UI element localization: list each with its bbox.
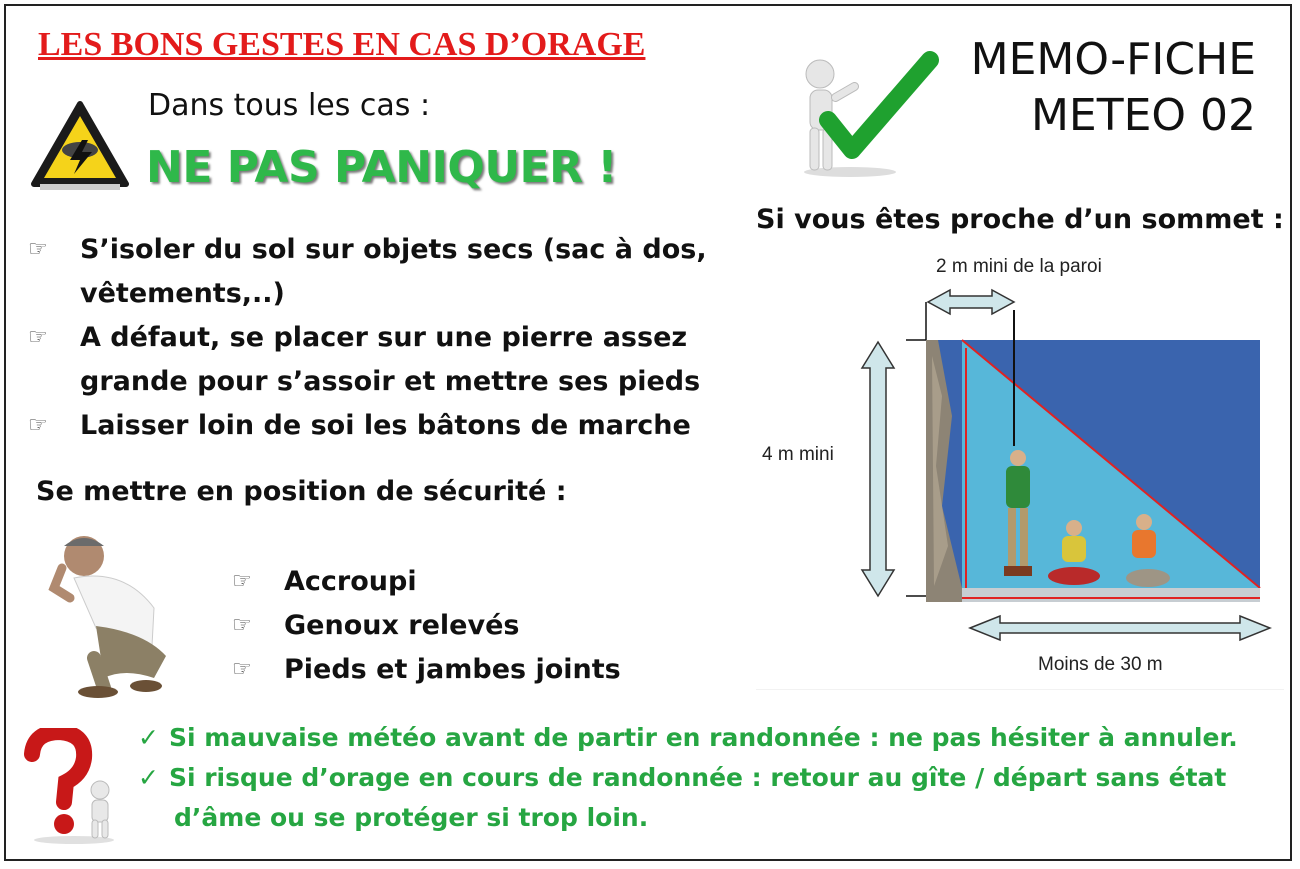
- list-item-continuation: grande pour s’assoir et mettre ses pieds: [80, 366, 701, 397]
- panic-heading: NE PAS PANIQUER !: [146, 142, 617, 193]
- thumbs-up-icon: ☞: [28, 413, 48, 438]
- thumbs-up-icon: ☞: [232, 569, 252, 594]
- list-item: ☞ S’isoler du sol sur objets secs (sac à dos,: [28, 228, 707, 272]
- page-title: LES BONS GESTES EN CAS D’ORAGE: [38, 26, 646, 63]
- posture-list: [232, 560, 621, 692]
- intro-text: Dans tous les cas :: [148, 88, 431, 123]
- memo-line-1: MEMO-FICHE: [970, 34, 1256, 85]
- safety-distance-diagram: [756, 246, 1284, 690]
- check-mark-figure-icon: [790, 50, 950, 180]
- crouching-person-image: [34, 528, 178, 700]
- summit-heading: Si vous êtes proche d’un sommet :: [756, 204, 1284, 235]
- thumbs-up-icon: ☞: [28, 325, 48, 350]
- list-item: ☞ Accroupi: [232, 560, 621, 604]
- rules-list: [28, 228, 707, 448]
- list-item: ☞ Genoux relevés: [232, 604, 621, 648]
- advice-list: [138, 718, 1238, 838]
- diagram-top-label: 2 m mini de la paroi: [936, 256, 1102, 277]
- security-position-heading: Se mettre en position de sécurité :: [36, 476, 567, 507]
- lightning-warning-icon: [30, 100, 130, 192]
- list-item: ☞ Laisser loin de soi les bâtons de marche: [28, 404, 707, 448]
- list-item-continuation: vêtements,..): [80, 278, 285, 309]
- list-item: ☞ Pieds et jambes joints: [232, 648, 621, 692]
- diagram-left-label: 4 m mini: [762, 444, 834, 465]
- question-mark-figure-icon: [22, 728, 122, 846]
- memo-card-id: [971, 32, 1256, 144]
- advice-item: ✓ Si mauvaise météo avant de partir en randonnée : ne pas hésiter à annuler.: [138, 723, 1238, 752]
- thumbs-up-icon: ☞: [232, 657, 252, 682]
- thumbs-up-icon: ☞: [232, 613, 252, 638]
- list-item: ☞ A défaut, se placer sur une pierre assez: [28, 316, 707, 360]
- thumbs-up-icon: ☞: [28, 237, 48, 262]
- advice-item-continuation: d’âme ou se protéger si trop loin.: [174, 803, 649, 832]
- memo-line-2: METEO 02: [1030, 90, 1256, 141]
- check-mark-icon: ✓: [138, 763, 159, 792]
- diagram-graphic: [756, 246, 1284, 690]
- advice-item: ✓ Si risque d’orage en cours de randonnée : retour au gîte / départ sans état: [138, 763, 1227, 792]
- diagram-bottom-label: Moins de 30 m: [1038, 654, 1163, 675]
- check-mark-icon: ✓: [138, 723, 159, 752]
